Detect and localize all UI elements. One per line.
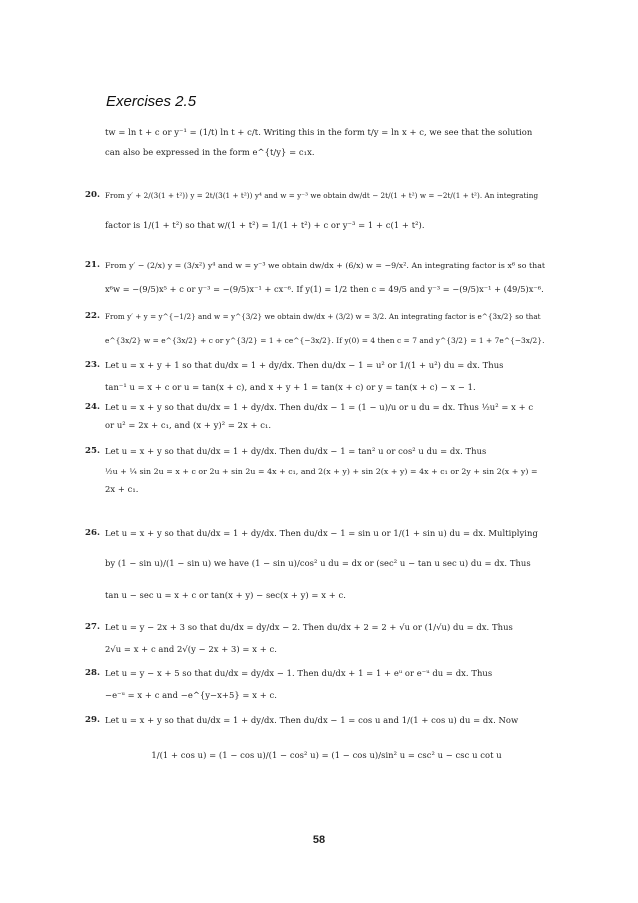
- problem-number: 26.: [85, 528, 100, 538]
- solution-line: Let u = x + y so that du/dx = 1 + dy/dx. Then du/dx − 1 = sin u or 1/(1 + sin u) du = dx. Multiplying: [105, 528, 538, 538]
- solution-line: Let u = x + y so that du/dx = 1 + dy/dx. Then du/dx − 1 = (1 − u)/u or u du = dx. Thus ½u² = x + c: [105, 402, 534, 412]
- problem-number: 27.: [85, 622, 100, 632]
- solution-line: tan u − sec u = x + c or tan(x + y) − sec(x + y) = x + c.: [105, 590, 346, 600]
- solution-line: tw = ln t + c or y⁻¹ = (1/t) ln t + c/t. Writing this in the form t/y = ln x + c, we see that the solution: [105, 127, 533, 137]
- solution-line: factor is 1/(1 + t²) so that w/(1 + t²) = 1/(1 + t²) + c or y⁻³ = 1 + c(1 + t²).: [105, 220, 425, 230]
- solution-line: From y′ + 2/(3(1 + t²)) y = 2t/(3(1 + t²)) y⁴ and w = y⁻³ we obtain dw/dt − 2t/(1 + t²) w = −2t/(1 + t²). An integrating: [105, 191, 539, 200]
- solution-line: Let u = x + y + 1 so that du/dx = 1 + dy/dx. Then du/dx − 1 = u² or 1/(1 + u²) du = dx. Thus: [105, 360, 504, 370]
- solution-line: can also be expressed in the form e^{t/y} = c₁x.: [105, 147, 315, 157]
- problem-number: 28.: [85, 668, 100, 678]
- solution-line: by (1 − sin u)/(1 − sin u) we have (1 − sin u)/cos² u du = dx or (sec² u − tan u sec u) du = dx. Thus: [105, 558, 531, 568]
- solution-line: e^{3x/2} w = e^{3x/2} + c or y^{3/2} = 1 + ce^{−3x/2}. If y(0) = 4 then c = 7 and y^{3/2} = 1 + 7e^{−3x/2}.: [105, 336, 545, 345]
- solution-line: 2√u = x + c and 2√(y − 2x + 3) = x + c.: [105, 644, 277, 654]
- problem-number: 20.: [85, 190, 100, 200]
- solution-line: Let u = y − 2x + 3 so that du/dx = dy/dx − 2. Then du/dx + 2 = 2 + √u or (1/√u) du = dx. Thus: [105, 622, 513, 632]
- solution-line: x⁶w = −(9/5)x⁵ + c or y⁻³ = −(9/5)x⁻¹ + cx⁻⁶. If y(1) = 1/2 then c = 49/5 and y⁻³ = −(9/5)x⁻¹ + (49/5)x⁻⁶.: [105, 284, 544, 294]
- problem-number: 29.: [85, 715, 100, 725]
- problem-number: 23.: [85, 360, 100, 370]
- solution-line: From y′ − (2/x) y = (3/x²) y⁴ and w = y⁻³ we obtain dw/dx + (6/x) w = −9/x². An integrating factor is x⁶ so that: [105, 261, 546, 270]
- problem-number: 24.: [85, 402, 100, 412]
- solution-line: Let u = y − x + 5 so that du/dx = dy/dx − 1. Then du/dx + 1 = 1 + eᵘ or e⁻ᵘ du = dx. Thus: [105, 668, 493, 678]
- solution-line: ½u + ¼ sin 2u = x + c or 2u + sin 2u = 4x + c₁, and 2(x + y) + sin 2(x + y) = 4x + c₁ or 2y + sin 2(x + y) =: [105, 467, 538, 476]
- problem-number: 22.: [85, 311, 100, 321]
- solution-line: 2x + c₁.: [105, 484, 139, 494]
- solution-line: Let u = x + y so that du/dx = 1 + dy/dx. Then du/dx − 1 = tan² u or cos² u du = dx. Thus: [105, 446, 487, 456]
- solution-line: Let u = x + y so that du/dx = 1 + dy/dx. Then du/dx − 1 = cos u and 1/(1 + cos u) du = dx. Now: [105, 715, 519, 725]
- problem-number: 25.: [85, 446, 100, 456]
- section-title: Exercises 2.5: [106, 93, 197, 110]
- problem-number: 21.: [85, 260, 100, 270]
- page-number: 58: [312, 834, 326, 846]
- solution-line: From y′ + y = y^{−1/2} and w = y^{3/2} we obtain dw/dx + (3/2) w = 3/2. An integrating factor is e^{3x/2} so that: [105, 312, 541, 321]
- solution-line: or u² = 2x + c₁, and (x + y)² = 2x + c₁.: [105, 420, 272, 430]
- solution-display-equation: 1/(1 + cos u) = (1 − cos u)/(1 − cos² u) = (1 − cos u)/sin² u = csc² u − csc u cot u: [151, 750, 502, 760]
- solution-line: −e⁻ᵘ = x + c and −e^{y−x+5} = x + c.: [105, 690, 277, 700]
- solution-line: tan⁻¹ u = x + c or u = tan(x + c), and x + y + 1 = tan(x + c) or y = tan(x + c) − x − 1.: [105, 382, 476, 392]
